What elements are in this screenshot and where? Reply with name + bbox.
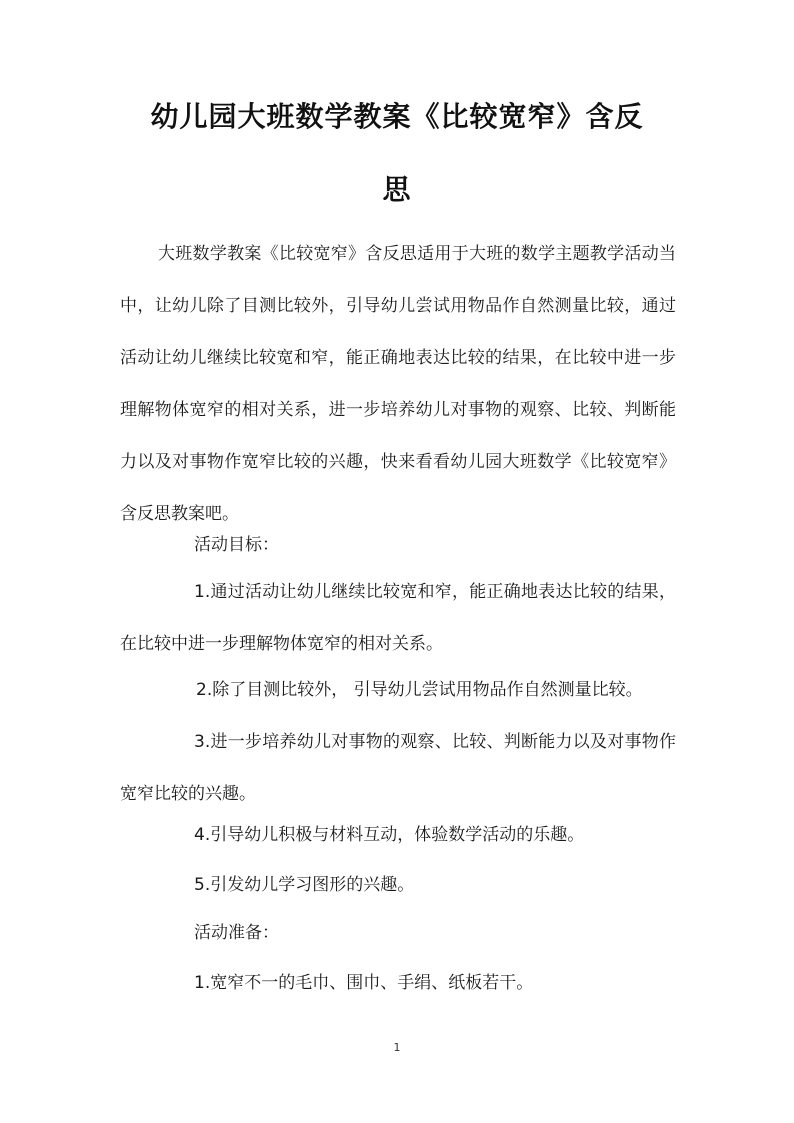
prep-item-1: 1.宽窄不一的毛巾、围巾、手绢、纸板若干。 [194,973,534,993]
document-title-line-2: 思 [382,173,412,206]
goals-heading: 活动目标： [194,535,279,555]
goal-item-4: 4.引导幼儿积极与材料互动，体验数学活动的乐趣。 [194,825,585,845]
document-title-line-1: 幼儿园大班数学教案《比较宽窄》含反 [150,100,644,133]
goal-item-5: 5.引发幼儿学习图形的兴趣。 [194,875,415,895]
goal-item-3: 3.进一步培养幼儿对事物的观察、比较、判断能力以及对事物作宽窄比较的兴趣。 [120,732,676,804]
intro-paragraph: 大班数学教案《比较宽窄》含反思适用于大班的数学主题教学活动当中，让幼儿除了目测比较外，引导幼儿尝试用物品作自然测量比较，通过活动让幼儿继续比较宽和窄，能正确地表达比较的结果，在比较中进一步理解物体宽窄的相对关系，进一步培养幼儿对事物的观察、比较、判断能力以及对事物作宽窄比较的兴趣，快来看看幼儿园大班数学《比较宽窄》含反思教案吧。 [120,244,676,524]
page-number: 1 [393,1041,401,1054]
goal-item-1: 1.通过活动让幼儿继续比较宽和窄，能正确地表达比较的结果，在比较中进一步理解物体宽窄的相对关系。 [120,582,676,654]
goal-item-2: 2.除了目测比较外， 引导幼儿尝试用物品作自然测量比较。 [196,680,643,700]
prep-heading: 活动准备： [194,923,279,943]
